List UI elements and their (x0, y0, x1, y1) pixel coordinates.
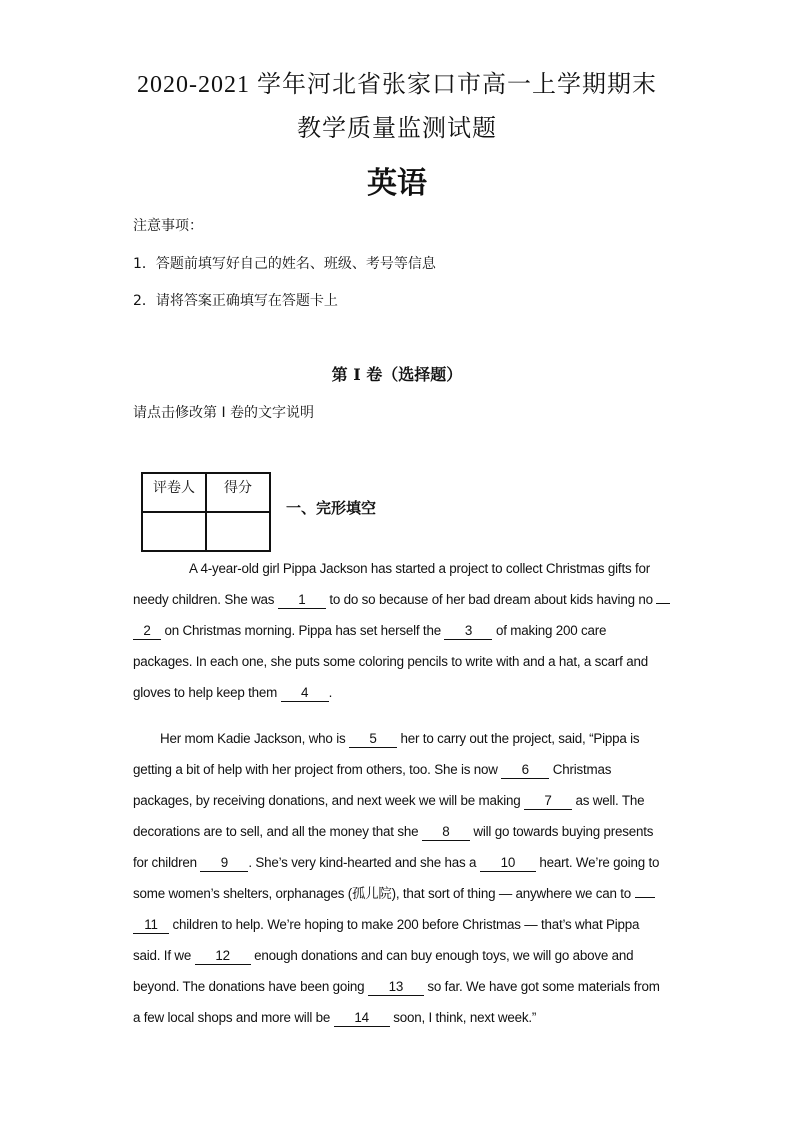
blank-6[interactable]: 6 (501, 762, 549, 779)
passage-text: some women’s shelters, orphanages (孤儿院), that sort of thing — anywhere we can to (133, 886, 632, 901)
passage-paragraph-2 (133, 723, 663, 1033)
passage-text: will go towards buying presents (473, 824, 654, 839)
passage-text: decorations are to sell, and all the money that she (133, 824, 419, 839)
section-title: 第 I 卷（选择题） (331, 365, 463, 384)
passage-text: her to carry out the project, said, “Pippa is (400, 731, 640, 746)
blank-2[interactable]: 2 (133, 623, 161, 640)
passage-text: packages, by receiving donations, and next week we will be making (133, 793, 521, 808)
passage-text: beyond. The donations have been going (133, 979, 365, 994)
passage-paragraph-1 (133, 553, 663, 708)
passage-text: needy children. She was (133, 592, 275, 607)
section-description[interactable]: 请点击修改第 I 卷的文字说明 (133, 405, 315, 421)
passage-line (133, 723, 663, 754)
passage-text: . She’s very kind-hearted and she has a (248, 855, 477, 870)
passage-text: A 4-year-old girl Pippa Jackson has started a project to collect Christmas gifts for (189, 561, 651, 576)
passage-text: so far. We have got some materials from (427, 979, 660, 994)
passage-text: gloves to help keep them (133, 685, 278, 700)
passage-text: for children (133, 855, 197, 870)
passage-text: enough donations and can buy enough toys, we will go above and (254, 948, 634, 963)
passage-text: children to help. We’re hoping to make 200 before Christmas — that’s what Pippa (172, 917, 640, 932)
notes-heading: 注意事项： (133, 218, 203, 234)
passage-text: said. If we (133, 948, 192, 963)
blank-10[interactable]: 10 (480, 855, 536, 872)
blank-5[interactable]: 5 (349, 731, 397, 748)
score-table-header-score: 得分 (206, 473, 270, 512)
passage-text: soon, I think, next week.” (393, 1010, 537, 1025)
note-item-1: 1．答题前填写好自己的姓名、班级、考号等信息 (133, 256, 436, 272)
blank-12[interactable]: 12 (195, 948, 251, 965)
passage-line (133, 677, 663, 708)
passage-text: heart. We’re going to (539, 855, 660, 870)
blank-11[interactable]: 11 (133, 917, 169, 934)
passage-line (133, 754, 663, 785)
part-title: 一、完形填空 (286, 499, 377, 517)
passage-text: Christmas (552, 762, 612, 777)
passage-text: Her mom Kadie Jackson, who is (160, 731, 346, 746)
passage-line (133, 878, 663, 909)
passage-line (133, 785, 663, 816)
score-table (141, 472, 271, 552)
score-table-cell-grader (142, 512, 206, 551)
note-item-2: 2．请将答案正确填写在答题卡上 (133, 293, 338, 309)
blank-8[interactable]: 8 (422, 824, 470, 841)
exam-title-line1: 2020-2021 学年河北省张家口市高一上学期期末 (137, 72, 657, 98)
blank-4[interactable]: 4 (281, 685, 329, 702)
score-table-header-grader: 评卷人 (142, 473, 206, 512)
passage-text: packages. In each one, she puts some coloring pencils to write with and a hat, a scarf and (133, 654, 648, 669)
passage-line (133, 971, 663, 1002)
exam-title-line2: 教学质量监测试题 (297, 116, 497, 142)
passage-line (133, 1002, 663, 1033)
passage-line (133, 816, 663, 847)
blank-9[interactable]: 9 (200, 855, 248, 872)
passage-text: a few local shops and more will be (133, 1010, 331, 1025)
passage-line (133, 847, 663, 878)
passage-line (133, 940, 663, 971)
passage-line (133, 553, 663, 584)
passage-line (133, 584, 663, 615)
blank-1[interactable]: 1 (278, 592, 326, 609)
passage-text: . (328, 685, 333, 700)
exam-subject: 英语 (367, 166, 427, 201)
passage-text: on Christmas morning. Pippa has set herself the (164, 623, 441, 638)
blank-7[interactable]: 7 (524, 793, 572, 810)
blank-2-start[interactable] (656, 587, 670, 604)
blank-11-start[interactable] (635, 881, 655, 898)
blank-3[interactable]: 3 (444, 623, 492, 640)
passage-text: to do so because of her bad dream about kids having no (329, 592, 653, 607)
passage-line (133, 909, 663, 940)
passage-text: of making 200 care (496, 623, 607, 638)
passage-line (133, 615, 663, 646)
passage-line (133, 646, 663, 677)
score-table-cell-score (206, 512, 270, 551)
blank-13[interactable]: 13 (368, 979, 424, 996)
blank-14[interactable]: 14 (334, 1010, 390, 1027)
passage-text: as well. The (575, 793, 645, 808)
passage-text: getting a bit of help with her project from others, too. She is now (133, 762, 498, 777)
